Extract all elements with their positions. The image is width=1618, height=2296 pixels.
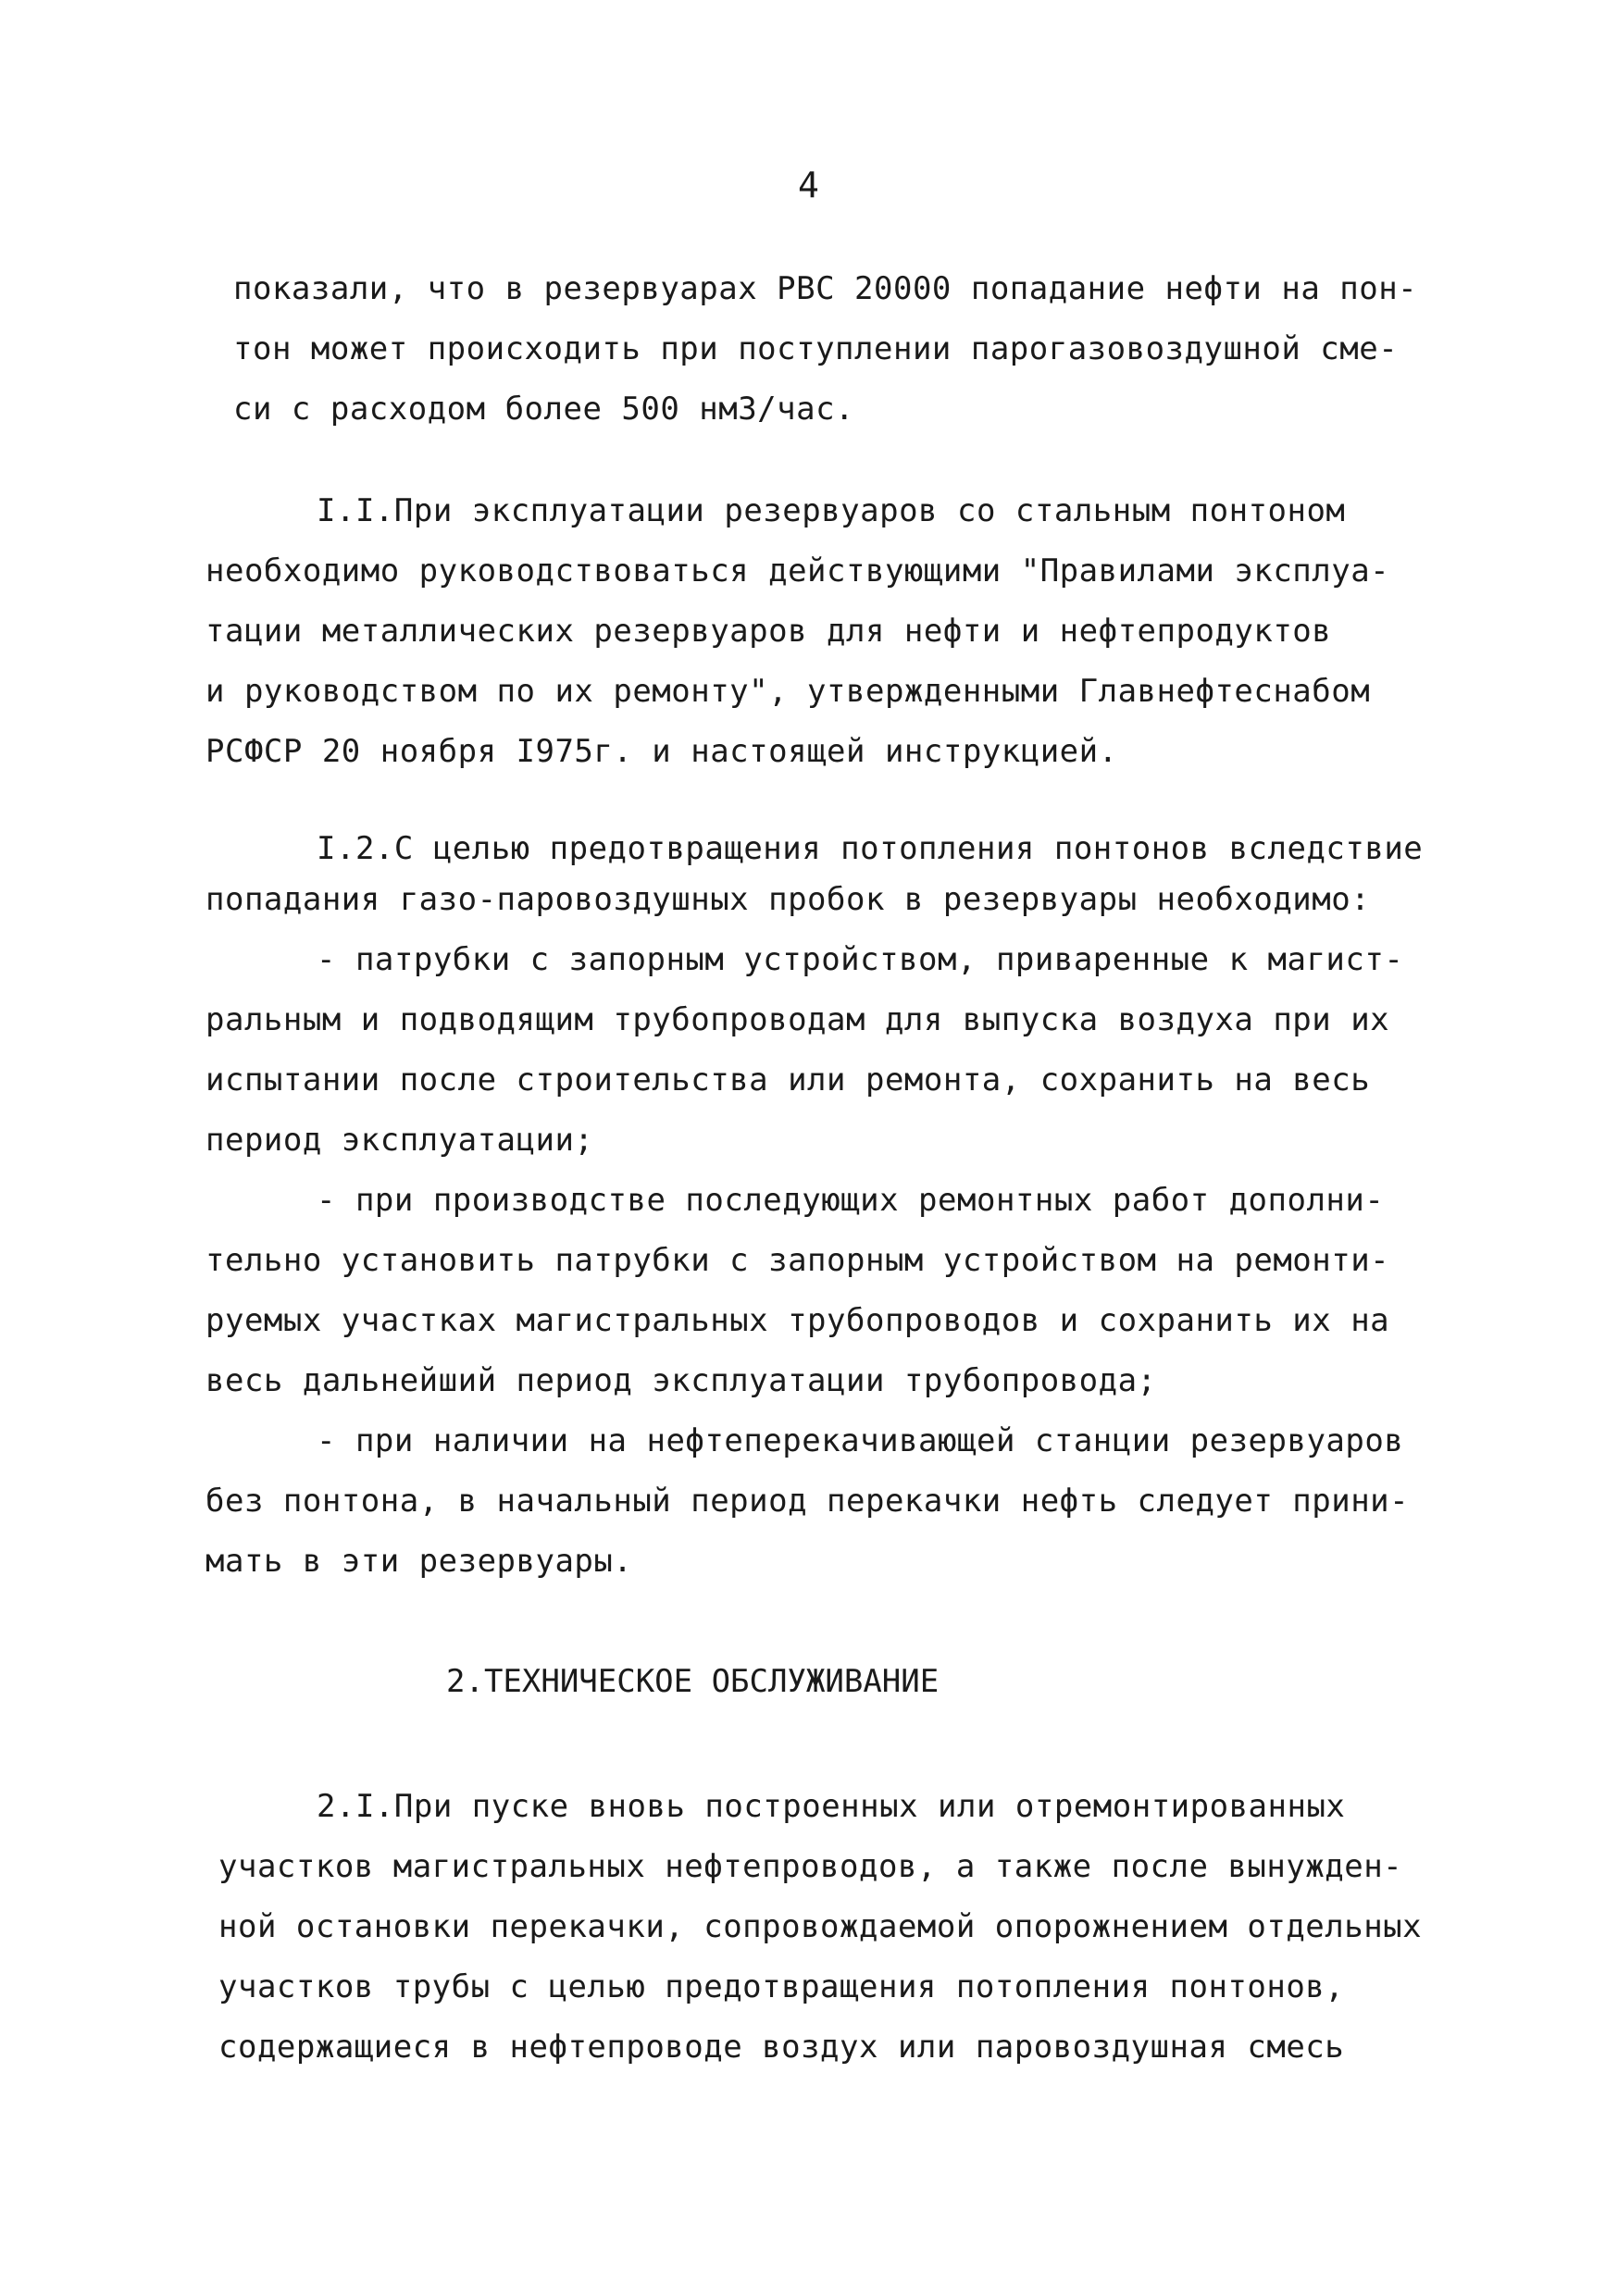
text-line: 2.I.При пуске вновь построенных или отремонтированных [317,1788,1346,1825]
text-line: тон может происходить при поступлении парогазовоздушной сме- [233,330,1399,367]
section-heading: 2.ТЕХНИЧЕСКОЕ ОБСЛУЖИВАНИЕ [446,1663,940,1700]
text-line: попадания газо-паровоздушных пробок в резервуары необходимо: [205,881,1371,918]
text-line: тации металлических резервуаров для нефти и нефтепродуктов [205,613,1332,650]
text-line: руемых участках магистральных трубопроводов и сохранить их на [205,1302,1390,1339]
text-line: весь дальнейший период эксплуатации трубопровода; [205,1362,1157,1399]
text-line: РСФСР 20 ноября I975г. и настоящей инструкцией. [205,733,1118,770]
text-line: и руководством по их ремонту", утвержденными Главнефтеснабом [205,673,1371,710]
text-line: без понтона, в начальный период перекачки нефть следует прини- [205,1483,1410,1520]
text-line: си с расходом более 500 нм3/час. [233,391,855,428]
text-line: содержащиеся в нефтепроводе воздух или паровоздушная смесь [218,2029,1345,2066]
text-line: I.I.При эксплуатации резервуаров со стальным понтоном [317,492,1346,529]
text-line: I.2.С целью предотвращения потопления понтонов вследствие [317,830,1424,867]
list-item: - патрубки с запорным устройством, приваренные к магист- [317,941,1404,978]
text-line: тельно установить патрубки с запорным устройством на ремонти- [205,1242,1390,1279]
text-line: мать в эти резервуары. [205,1543,633,1580]
text-line: необходимо руководствоваться действующими "Правилами эксплуа- [205,552,1390,590]
list-item: - при наличии на нефтеперекачивающей станции резервуаров [317,1422,1404,1459]
page-number: 4 [798,165,819,205]
text-line: участков магистральных нефтепроводов, а также после вынужден- [218,1848,1403,1885]
text-line: ральным и подводящим трубопроводам для выпуска воздуха при их [205,1001,1390,1038]
text-line: период эксплуатации; [205,1122,594,1159]
text-line: испытании после строительства или ремонта, сохранить на весь [205,1061,1371,1098]
text-line: показали, что в резервуарах РВС 20000 попадание нефти на пон- [233,270,1418,307]
text-line: участков трубы с целью предотвращения потопления понтонов, [218,1968,1345,2005]
text-line: ной остановки перекачки, сопровождаемой опорожнением отдельных [218,1908,1423,1945]
list-item: - при производстве последующих ремонтных работ дополни- [317,1182,1385,1219]
